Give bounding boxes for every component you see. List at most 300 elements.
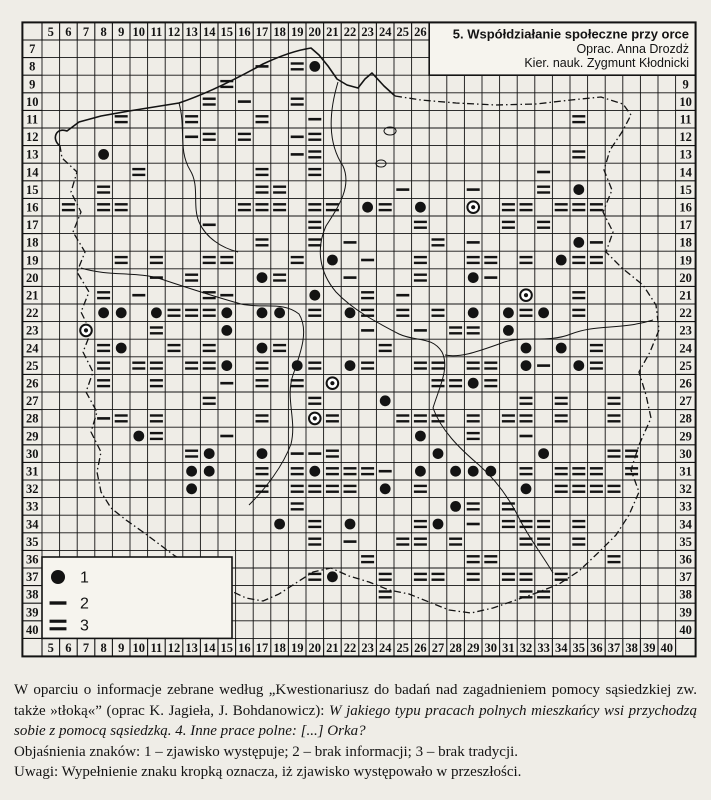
symbol-double-dash	[484, 561, 497, 563]
symbol-dash	[520, 435, 533, 438]
symbol-double-dash	[185, 121, 198, 123]
symbol-double-dash	[520, 543, 533, 545]
col-label-top: 25	[396, 25, 410, 39]
symbol-double-dash	[414, 414, 427, 416]
symbol-double-dash	[432, 385, 445, 387]
col-label-bottom: 33	[537, 641, 550, 655]
symbol-double-dash	[432, 367, 445, 369]
symbol-double-dash	[291, 262, 304, 264]
symbol-double-dash	[150, 367, 163, 369]
symbol-double-dash	[537, 186, 550, 188]
col-label-bottom: 25	[396, 641, 410, 655]
symbol-circled-dot-core	[313, 416, 317, 420]
symbol-dash	[537, 171, 550, 174]
symbol-double-dash	[326, 485, 339, 487]
symbol-double-dash	[308, 485, 321, 487]
symbol-double-dash	[256, 420, 269, 422]
symbol-double-dash	[132, 174, 145, 176]
symbol-dot	[257, 343, 268, 354]
symbol-double-dash	[291, 508, 304, 510]
symbol-double-dash	[291, 485, 304, 487]
symbol-double-dash	[432, 362, 445, 364]
symbol-double-dash	[414, 538, 427, 540]
symbol-double-dash	[608, 450, 621, 452]
col-label-bottom: 13	[185, 641, 198, 655]
symbol-double-dash	[256, 209, 269, 211]
symbol-double-dash	[326, 203, 339, 205]
col-label-top: 19	[290, 25, 304, 39]
symbol-dash	[291, 452, 304, 455]
symbol-double-dash	[555, 420, 568, 422]
symbol-double-dash	[273, 209, 286, 211]
symbol-double-dash	[502, 520, 515, 522]
symbol-double-dash	[150, 332, 163, 334]
symbol-double-dash	[520, 473, 533, 475]
symbol-double-dash	[238, 133, 251, 135]
row-label-right: 38	[679, 587, 692, 602]
row-label-right: 33	[679, 499, 692, 514]
symbol-dot	[573, 184, 584, 195]
row-label-right: 34	[679, 517, 692, 532]
symbol-double-dash	[590, 367, 603, 369]
symbol-dot	[433, 448, 444, 459]
symbol-double-dash	[308, 221, 321, 223]
symbol-double-dash	[572, 209, 585, 211]
symbol-double-dash	[520, 262, 533, 264]
symbol-double-dash	[203, 367, 216, 369]
symbol-double-dash	[414, 274, 427, 276]
symbol-dash	[291, 153, 304, 156]
symbol-double-dash	[220, 256, 233, 258]
symbol-dot	[274, 519, 285, 530]
col-label-bottom: 16	[238, 641, 251, 655]
row-label-left: 18	[25, 235, 39, 250]
symbol-dash	[203, 224, 216, 227]
symbol-dot	[521, 483, 532, 494]
row-label-right: 19	[679, 253, 692, 268]
symbol-double-dash	[220, 262, 233, 264]
symbol-double-dash	[308, 403, 321, 405]
symbol-dot	[538, 448, 549, 459]
symbol-double-dash	[467, 332, 480, 334]
symbol-double-dash	[291, 502, 304, 504]
symbol-double-dash	[256, 186, 269, 188]
symbol-double-dash	[449, 538, 462, 540]
symbol-double-dash	[590, 256, 603, 258]
row-label-right: 24	[679, 341, 692, 356]
symbol-double-dash	[537, 191, 550, 193]
symbol-dash	[590, 241, 603, 244]
symbol-double-dash	[555, 403, 568, 405]
col-label-bottom: 38	[625, 641, 638, 655]
symbol-dot	[151, 307, 162, 318]
symbol-double-dash	[256, 168, 269, 170]
symbol-double-dash	[608, 420, 621, 422]
symbol-dot	[204, 448, 215, 459]
symbol-double-dash	[555, 467, 568, 469]
symbol-double-dash	[308, 573, 321, 575]
symbol-double-dash	[62, 203, 75, 205]
symbol-double-dash	[520, 209, 533, 211]
symbol-double-dash	[520, 309, 533, 311]
symbol-double-dash	[185, 450, 198, 452]
symbol-double-dash	[308, 238, 321, 240]
symbol-double-dash	[203, 262, 216, 264]
symbol-dot	[327, 255, 338, 266]
symbol-double-dash	[308, 367, 321, 369]
col-label-bottom: 14	[202, 641, 216, 655]
col-label-bottom: 31	[502, 641, 515, 655]
symbol-double-dash	[590, 491, 603, 493]
row-label-left: 14	[25, 165, 39, 180]
symbol-dot	[221, 307, 232, 318]
row-label-right: 37	[679, 570, 692, 585]
symbol-dash	[467, 241, 480, 244]
symbol-double-dash	[115, 256, 128, 258]
row-label-right: 30	[679, 446, 692, 461]
symbol-double-dash	[185, 279, 198, 281]
symbol-double-dash	[203, 256, 216, 258]
symbol-double-dash	[308, 520, 321, 522]
row-label-left: 8	[29, 59, 36, 74]
symbol-dot	[221, 325, 232, 336]
symbol-double-dash	[326, 420, 339, 422]
symbol-dot	[433, 519, 444, 530]
symbol-double-dash	[414, 227, 427, 229]
symbol-dash	[361, 259, 374, 262]
row-label-right: 12	[679, 130, 692, 145]
symbol-double-dash	[168, 315, 181, 317]
symbol-double-dash	[572, 291, 585, 293]
symbol-double-dash	[273, 191, 286, 193]
symbol-dash	[256, 65, 269, 68]
symbol-double-dash	[256, 379, 269, 381]
symbol-dot	[204, 466, 215, 477]
row-label-left: 31	[25, 464, 39, 479]
symbol-double-dash	[590, 467, 603, 469]
symbol-double-dash	[361, 362, 374, 364]
symbol-double-dash	[467, 555, 480, 557]
symbol-double-dash	[572, 256, 585, 258]
symbol-double-dash	[555, 414, 568, 416]
symbol-double-dash	[308, 244, 321, 246]
symbol-double-dash	[467, 502, 480, 504]
symbol-double-dash	[484, 256, 497, 258]
symbol-double-dash	[185, 362, 198, 364]
symbol-double-dash	[432, 579, 445, 581]
symbol-double-dash	[361, 561, 374, 563]
col-label-bottom: 5	[47, 641, 54, 655]
symbol-double-dash	[308, 156, 321, 158]
symbol-double-dash	[291, 256, 304, 258]
symbol-double-dash	[502, 573, 515, 575]
symbol-double-dash	[344, 491, 357, 493]
row-label-right: 21	[679, 288, 692, 303]
symbol-double-dash	[449, 332, 462, 334]
symbol-double-dash	[256, 203, 269, 205]
symbol-dash	[308, 118, 321, 121]
symbol-double-dash	[484, 362, 497, 364]
symbol-dot	[380, 483, 391, 494]
symbol-double-dash	[555, 491, 568, 493]
symbol-double-dash	[344, 485, 357, 487]
row-label-left: 33	[25, 499, 39, 514]
col-label-bottom: 21	[326, 641, 339, 655]
row-label-left: 19	[25, 253, 39, 268]
symbol-double-dash	[150, 432, 163, 434]
legend-label: 3	[80, 617, 89, 635]
symbol-dot	[573, 360, 584, 371]
row-label-right: 22	[679, 306, 692, 321]
col-label-bottom: 18	[273, 641, 286, 655]
symbol-double-dash	[150, 362, 163, 364]
symbol-dot	[257, 448, 268, 459]
row-label-right: 26	[679, 376, 692, 391]
symbol-double-dash	[572, 491, 585, 493]
symbol-double-dash	[115, 414, 128, 416]
symbol-double-dash	[256, 174, 269, 176]
col-label-top: 21	[326, 25, 339, 39]
symbol-double-dash	[572, 262, 585, 264]
symbol-double-dash	[414, 221, 427, 223]
symbol-dot	[327, 571, 338, 582]
symbol-double-dash	[432, 420, 445, 422]
symbol-double-dash	[97, 362, 110, 364]
symbol-double-dash	[344, 473, 357, 475]
symbol-double-dash	[625, 473, 638, 475]
legend-label: 2	[80, 595, 89, 613]
symbol-double-dash	[537, 543, 550, 545]
symbol-double-dash	[520, 573, 533, 575]
symbol-double-dash	[326, 209, 339, 211]
symbol-dash	[344, 540, 357, 543]
symbol-dot	[415, 202, 426, 213]
title-box-line: 5. Współdziałanie społeczne przy orce	[452, 26, 689, 42]
symbol-double-dash	[379, 203, 392, 205]
symbol-dash	[220, 294, 233, 297]
symbol-dash	[50, 601, 67, 604]
symbol-double-dash	[308, 227, 321, 229]
symbol-circled-dot-core	[330, 381, 334, 385]
col-label-top: 12	[167, 25, 181, 39]
symbol-double-dash	[414, 485, 427, 487]
symbol-double-dash	[203, 350, 216, 352]
symbol-double-dash	[572, 520, 585, 522]
symbol-dot	[98, 149, 109, 160]
symbol-double-dash	[537, 520, 550, 522]
row-label-right: 40	[679, 622, 692, 637]
symbol-double-dash	[203, 397, 216, 399]
symbol-double-dash	[608, 397, 621, 399]
symbol-dot	[116, 343, 127, 354]
symbol-double-dash	[150, 385, 163, 387]
row-label-right: 25	[679, 358, 692, 373]
symbol-double-dash	[308, 203, 321, 205]
symbol-double-dash	[572, 538, 585, 540]
symbol-double-dash	[50, 620, 67, 623]
row-label-left: 22	[25, 306, 39, 321]
symbol-dot	[415, 431, 426, 442]
symbol-double-dash	[326, 450, 339, 452]
symbol-double-dash	[572, 543, 585, 545]
row-label-left: 29	[25, 429, 39, 444]
symbol-double-dash	[168, 350, 181, 352]
symbol-double-dash	[502, 502, 515, 504]
symbol-double-dash	[308, 526, 321, 528]
caption-question-italic: W jakiego typu pracach polnych mieszkańcy wsi przychodzą sobie z pomocą sąsiedzką. 4. Inne prace polne: [...] Orka?	[14, 702, 697, 740]
col-label-top: 15	[220, 25, 234, 39]
col-label-bottom: 34	[554, 641, 568, 655]
row-label-right: 32	[679, 482, 692, 497]
symbol-double-dash	[203, 133, 216, 135]
title-box-line: Oprac. Anna Drozdż	[576, 42, 689, 56]
col-label-top: 9	[118, 25, 125, 39]
symbol-double-dash	[467, 573, 480, 575]
symbol-double-dash	[203, 315, 216, 317]
symbol-double-dash	[256, 191, 269, 193]
col-label-bottom: 37	[607, 641, 621, 655]
symbol-dot	[521, 343, 532, 354]
symbol-dash	[308, 452, 321, 455]
symbol-double-dash	[326, 455, 339, 457]
row-label-left: 38	[25, 587, 39, 602]
row-label-left: 28	[25, 411, 39, 426]
symbol-double-dash	[467, 438, 480, 440]
col-label-top: 7	[82, 25, 90, 39]
col-label-bottom: 27	[431, 641, 445, 655]
symbol-double-dash	[185, 309, 198, 311]
symbol-double-dash	[361, 467, 374, 469]
symbol-double-dash	[467, 326, 480, 328]
symbol-double-dash	[238, 139, 251, 141]
symbol-double-dash	[291, 68, 304, 70]
col-label-bottom: 11	[150, 641, 163, 655]
symbol-double-dash	[502, 414, 515, 416]
symbol-double-dash	[414, 420, 427, 422]
col-label-top: 6	[65, 25, 72, 39]
symbol-double-dash	[344, 467, 357, 469]
row-label-right: 20	[679, 270, 692, 285]
symbol-double-dash	[537, 538, 550, 540]
col-label-top: 22	[343, 25, 357, 39]
symbol-double-dash	[291, 98, 304, 100]
symbol-double-dash	[484, 262, 497, 264]
row-label-right: 15	[679, 182, 692, 197]
symbol-dot	[292, 360, 303, 371]
symbol-double-dash	[414, 520, 427, 522]
symbol-double-dash	[168, 309, 181, 311]
symbol-double-dash	[115, 115, 128, 117]
row-label-right: 36	[679, 552, 692, 567]
symbol-double-dash	[291, 491, 304, 493]
symbol-double-dash	[291, 467, 304, 469]
symbol-double-dash	[256, 238, 269, 240]
col-label-bottom: 40	[660, 641, 674, 655]
symbol-double-dash	[220, 80, 233, 82]
symbol-dash	[484, 276, 497, 279]
symbol-double-dash	[502, 508, 515, 510]
symbol-double-dash	[555, 209, 568, 211]
symbol-double-dash	[484, 379, 497, 381]
symbol-double-dash	[150, 414, 163, 416]
symbol-double-dash	[590, 203, 603, 205]
symbol-double-dash	[308, 209, 321, 211]
symbol-double-dash	[308, 491, 321, 493]
symbol-circled-dot-core	[84, 328, 88, 332]
caption-source-paragraph	[14, 680, 697, 742]
symbol-double-dash	[449, 379, 462, 381]
row-label-left: 21	[25, 288, 39, 303]
col-label-bottom: 10	[132, 641, 146, 655]
caption-legend-line: Objaśnienia znaków: 1 – zjawisko występuje; 2 – brak informacji; 3 – brak tradycji.	[14, 743, 519, 760]
symbol-double-dash	[256, 121, 269, 123]
symbol-double-dash	[97, 367, 110, 369]
symbol-double-dash	[608, 561, 621, 563]
symbol-double-dash	[379, 350, 392, 352]
symbol-double-dash	[97, 209, 110, 211]
col-label-top: 13	[185, 25, 198, 39]
symbol-double-dash	[572, 203, 585, 205]
row-label-right: 39	[679, 605, 692, 620]
symbol-double-dash	[132, 362, 145, 364]
symbol-double-dash	[414, 367, 427, 369]
symbol-double-dash	[520, 203, 533, 205]
symbol-double-dash	[273, 279, 286, 281]
row-label-left: 39	[25, 605, 39, 620]
symbol-double-dash	[467, 362, 480, 364]
symbol-double-dash	[308, 168, 321, 170]
symbol-double-dash	[608, 414, 621, 416]
symbol-double-dash	[203, 103, 216, 105]
col-label-top: 24	[378, 25, 392, 39]
symbol-double-dash	[308, 150, 321, 152]
symbol-double-dash	[590, 485, 603, 487]
symbol-double-dash	[308, 362, 321, 364]
row-label-left: 35	[25, 534, 39, 549]
symbol-dot	[257, 272, 268, 283]
symbol-double-dash	[203, 403, 216, 405]
symbol-dot	[274, 307, 285, 318]
symbol-double-dash	[520, 520, 533, 522]
col-label-top: 20	[308, 25, 322, 39]
symbol-double-dash	[625, 455, 638, 457]
row-label-left: 37	[25, 570, 39, 585]
symbol-double-dash	[132, 367, 145, 369]
caption-remarks-line: Uwagi: Wypełnienie znaku kropką oznacza, iż zjawisko występowało w przeszłości.	[14, 764, 522, 781]
symbol-double-dash	[308, 543, 321, 545]
symbol-dash	[361, 329, 374, 332]
symbol-dot	[221, 360, 232, 371]
symbol-double-dash	[572, 309, 585, 311]
symbol-double-dash	[308, 538, 321, 540]
symbol-dot	[380, 395, 391, 406]
symbol-double-dash	[520, 526, 533, 528]
symbol-dash	[344, 276, 357, 279]
col-label-top: 10	[132, 25, 146, 39]
row-label-left: 26	[25, 376, 39, 391]
symbol-double-dash	[449, 326, 462, 328]
symbol-dash	[467, 188, 480, 191]
col-label-bottom: 39	[642, 641, 656, 655]
legend-label: 1	[80, 569, 89, 587]
symbol-dash	[396, 294, 409, 297]
row-label-left: 23	[25, 323, 39, 338]
symbol-double-dash	[572, 473, 585, 475]
symbol-double-dash	[502, 420, 515, 422]
symbol-double-dash	[273, 350, 286, 352]
symbol-double-dash	[50, 627, 67, 630]
symbol-dash	[344, 241, 357, 244]
